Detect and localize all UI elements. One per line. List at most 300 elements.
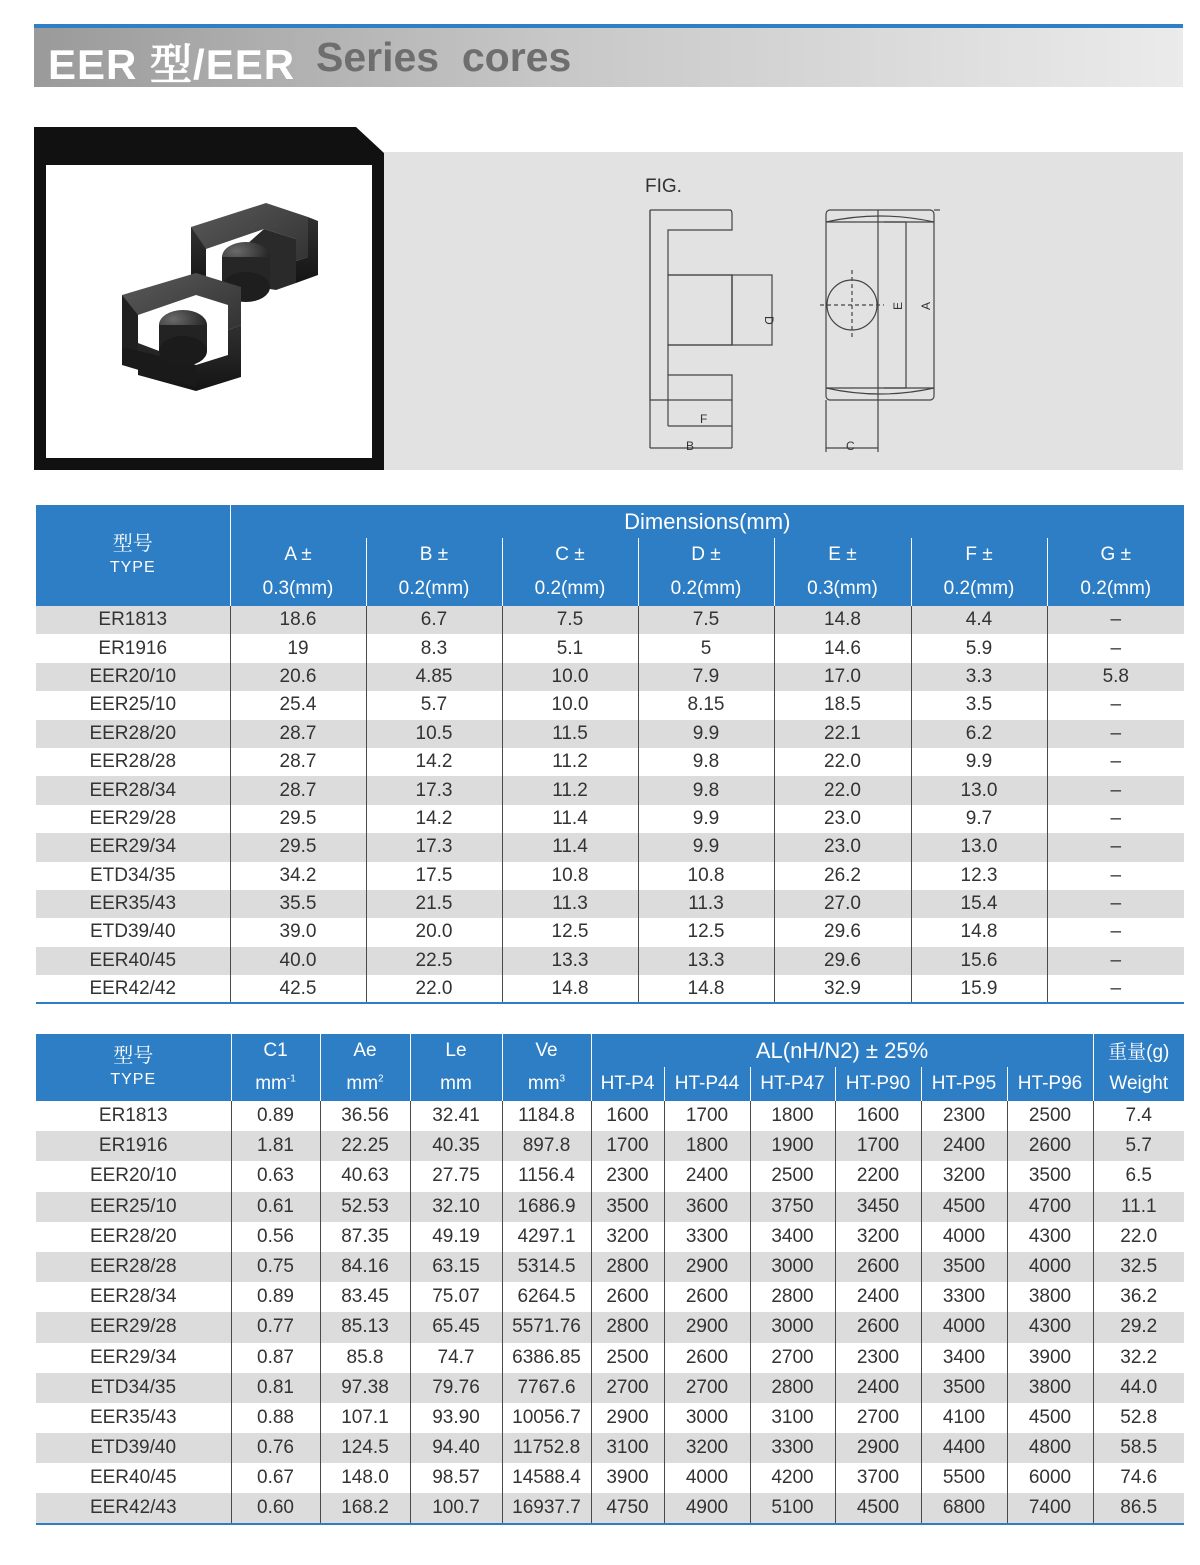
table-row — [36, 890, 1184, 918]
material-col: HT-P95 — [921, 1067, 1007, 1101]
value-cell: 0.60 — [231, 1493, 320, 1523]
dim-label-d: D — [762, 316, 776, 325]
value-cell: 22.25 — [320, 1131, 410, 1161]
value-cell: 40.35 — [410, 1131, 502, 1161]
value-cell: 14.8 — [638, 975, 774, 1003]
dim-col-tolerance: 0.2(mm) — [502, 572, 638, 606]
material-col: HT-P96 — [1007, 1067, 1093, 1101]
table-row — [36, 862, 1184, 890]
value-cell: 1184.8 — [502, 1101, 591, 1131]
value-cell: – — [1047, 918, 1184, 946]
type-cell: EER28/34 — [89, 1286, 177, 1308]
unit-text: mm — [440, 1073, 472, 1094]
value-cell: 9.9 — [638, 720, 774, 748]
param-col-name: Le — [410, 1034, 502, 1067]
value-cell: 13.3 — [502, 947, 638, 975]
type-cell: ETD34/35 — [90, 1376, 177, 1398]
value-cell: 4100 — [921, 1403, 1007, 1433]
value-cell: 0.87 — [231, 1343, 320, 1373]
value-cell: 14.2 — [366, 748, 502, 776]
value-cell: 11.1 — [1093, 1192, 1184, 1222]
dim-col-name: F ± — [911, 538, 1047, 572]
value-cell: 74.7 — [410, 1343, 502, 1373]
type-cell: ETD39/40 — [89, 921, 176, 943]
value-cell: 20.0 — [366, 918, 502, 946]
value-cell: 11.3 — [502, 890, 638, 918]
value-cell: 11.4 — [502, 833, 638, 861]
table-row — [36, 947, 1184, 975]
value-cell: 32.9 — [774, 975, 911, 1003]
value-cell: 12.5 — [638, 918, 774, 946]
type-cell: EER20/10 — [89, 665, 177, 687]
dim-col-name: E ± — [774, 538, 911, 572]
value-cell: – — [1047, 634, 1184, 662]
table-row — [36, 606, 1184, 634]
value-cell: 148.0 — [320, 1463, 410, 1493]
value-cell: 27.75 — [410, 1161, 502, 1191]
value-cell: 1700 — [835, 1131, 921, 1161]
value-cell: 40.63 — [320, 1161, 410, 1191]
table-row — [36, 1282, 1184, 1312]
value-cell: 12.3 — [911, 862, 1047, 890]
dim-col-tolerance: 0.2(mm) — [366, 572, 502, 606]
unit-text: mm — [255, 1073, 287, 1094]
value-cell: 20.6 — [230, 663, 366, 691]
value-cell: 3500 — [1007, 1161, 1093, 1191]
value-cell: 22.1 — [774, 720, 911, 748]
value-cell: 52.8 — [1093, 1403, 1184, 1433]
table-row — [36, 691, 1184, 719]
type-cell: EER29/34 — [89, 836, 177, 858]
value-cell: 3800 — [1007, 1282, 1093, 1312]
value-cell: 58.5 — [1093, 1433, 1184, 1463]
value-cell: 3200 — [921, 1161, 1007, 1191]
value-cell: 1900 — [750, 1131, 835, 1161]
type-header: 型号 TYPE — [36, 505, 230, 606]
value-cell: 3450 — [835, 1192, 921, 1222]
value-cell: 14588.4 — [502, 1463, 591, 1493]
value-cell: 29.6 — [774, 918, 911, 946]
value-cell: 3100 — [750, 1403, 835, 1433]
value-cell: 2900 — [835, 1433, 921, 1463]
table-row — [36, 1433, 1184, 1463]
value-cell: 2400 — [664, 1161, 750, 1191]
dimensions-group-header: Dimensions(mm) — [230, 505, 1184, 538]
value-cell: 0.81 — [231, 1373, 320, 1403]
value-cell: 2300 — [921, 1101, 1007, 1131]
value-cell: 93.90 — [410, 1403, 502, 1433]
value-cell: 14.8 — [502, 975, 638, 1003]
dim-label-b: B — [686, 439, 695, 453]
type-cell: ER1916 — [98, 637, 168, 659]
value-cell: – — [1047, 833, 1184, 861]
value-cell: – — [1047, 862, 1184, 890]
type-cell: EER28/28 — [89, 1256, 177, 1278]
value-cell: 3600 — [664, 1192, 750, 1222]
value-cell: – — [1047, 776, 1184, 804]
value-cell: 9.9 — [638, 833, 774, 861]
value-cell: 29.5 — [230, 805, 366, 833]
value-cell: 10.0 — [502, 663, 638, 691]
value-cell: 11.5 — [502, 720, 638, 748]
value-cell: 2600 — [835, 1312, 921, 1342]
value-cell: 2600 — [664, 1282, 750, 1312]
value-cell: 2500 — [1007, 1101, 1093, 1131]
page-subtitle: Series cores — [316, 34, 572, 80]
value-cell: 0.89 — [231, 1282, 320, 1312]
value-cell: 4750 — [591, 1493, 664, 1523]
figure-label: FIG. — [645, 176, 682, 197]
value-cell: 10.0 — [502, 691, 638, 719]
al-group-header: AL(nH/N2) ± 25% — [591, 1034, 1093, 1067]
value-cell: 39.0 — [230, 918, 366, 946]
value-cell: 3500 — [591, 1192, 664, 1222]
value-cell: 10.5 — [366, 720, 502, 748]
value-cell: 2800 — [591, 1312, 664, 1342]
dim-col-name: A ± — [230, 538, 366, 572]
dim-label-f: F — [700, 412, 708, 426]
dim-col-name: D ± — [638, 538, 774, 572]
value-cell: 18.5 — [774, 691, 911, 719]
table-row — [36, 1343, 1184, 1373]
value-cell: 1156.4 — [502, 1161, 591, 1191]
value-cell: 29.6 — [774, 947, 911, 975]
value-cell: – — [1047, 748, 1184, 776]
value-cell: 5571.76 — [502, 1312, 591, 1342]
type-cell: ETD39/40 — [90, 1437, 177, 1459]
value-cell: 13.0 — [911, 833, 1047, 861]
value-cell: 0.61 — [231, 1192, 320, 1222]
value-cell: 2500 — [750, 1161, 835, 1191]
value-cell: 19 — [230, 634, 366, 662]
eer-core-image — [46, 165, 372, 458]
value-cell: 28.7 — [230, 720, 366, 748]
dim-col-name: G ± — [1047, 538, 1184, 572]
table-row — [36, 975, 1184, 1003]
table-row — [36, 1131, 1184, 1161]
value-cell: 3100 — [591, 1433, 664, 1463]
value-cell: 4400 — [921, 1433, 1007, 1463]
value-cell: 3700 — [835, 1463, 921, 1493]
table-row — [36, 918, 1184, 946]
value-cell: 2700 — [835, 1403, 921, 1433]
value-cell: 1600 — [591, 1101, 664, 1131]
value-cell: 3200 — [664, 1433, 750, 1463]
value-cell: 12.5 — [502, 918, 638, 946]
material-col: HT-P47 — [750, 1067, 835, 1101]
value-cell: 18.6 — [230, 606, 366, 634]
type-cell: EER35/43 — [89, 1406, 177, 1428]
param-col-unit — [502, 1067, 591, 1101]
page-header — [34, 24, 1183, 87]
table-row — [36, 833, 1184, 861]
value-cell: 0.77 — [231, 1312, 320, 1342]
value-cell: 13.0 — [911, 776, 1047, 804]
dimension-drawing — [640, 200, 950, 460]
type-cell: ER1813 — [98, 609, 168, 631]
value-cell: 14.2 — [366, 805, 502, 833]
value-cell: 2700 — [664, 1373, 750, 1403]
value-cell: 2400 — [835, 1282, 921, 1312]
value-cell: 2500 — [591, 1343, 664, 1373]
type-cell: EER42/43 — [89, 1497, 177, 1519]
material-col: HT-P4 — [591, 1067, 664, 1101]
table-row — [36, 1222, 1184, 1252]
value-cell: 3900 — [1007, 1343, 1093, 1373]
value-cell: 22.0 — [366, 975, 502, 1003]
value-cell: 4297.1 — [502, 1222, 591, 1252]
unit-exponent: 3 — [559, 1073, 566, 1085]
type-cell: EER29/34 — [89, 1346, 177, 1368]
value-cell: 21.5 — [366, 890, 502, 918]
value-cell: 7.5 — [638, 606, 774, 634]
value-cell: 85.8 — [320, 1343, 410, 1373]
value-cell: 3750 — [750, 1192, 835, 1222]
value-cell: 2800 — [750, 1282, 835, 1312]
table-row — [36, 776, 1184, 804]
type-cell: EER28/34 — [89, 779, 177, 801]
param-col-name: Ve — [502, 1034, 591, 1067]
value-cell: 2600 — [591, 1282, 664, 1312]
value-cell: 23.0 — [774, 805, 911, 833]
value-cell: 86.5 — [1093, 1493, 1184, 1523]
product-photo — [46, 165, 372, 458]
value-cell: 2900 — [664, 1252, 750, 1282]
type-cell: ER1813 — [98, 1105, 168, 1127]
value-cell: 14.6 — [774, 634, 911, 662]
value-cell: 3.5 — [911, 691, 1047, 719]
value-cell: 4200 — [750, 1463, 835, 1493]
value-cell: 1700 — [591, 1131, 664, 1161]
value-cell: 0.75 — [231, 1252, 320, 1282]
type-cell: EER28/20 — [89, 1225, 177, 1247]
value-cell: 5100 — [750, 1493, 835, 1523]
value-cell: 4.4 — [911, 606, 1047, 634]
value-cell: 0.63 — [231, 1161, 320, 1191]
value-cell: 63.15 — [410, 1252, 502, 1282]
param-col-unit — [231, 1067, 320, 1101]
value-cell: 3300 — [921, 1282, 1007, 1312]
table-row — [36, 1312, 1184, 1342]
value-cell: 4500 — [1007, 1403, 1093, 1433]
value-cell: 1686.9 — [502, 1192, 591, 1222]
value-cell: 5.8 — [1047, 663, 1184, 691]
value-cell: 7400 — [1007, 1493, 1093, 1523]
value-cell: 4500 — [921, 1192, 1007, 1222]
value-cell: 17.3 — [366, 776, 502, 804]
value-cell: 0.88 — [231, 1403, 320, 1433]
value-cell: 1800 — [750, 1101, 835, 1131]
value-cell: 2600 — [1007, 1131, 1093, 1161]
value-cell: 6386.85 — [502, 1343, 591, 1373]
table-row — [36, 1161, 1184, 1191]
value-cell: 85.13 — [320, 1312, 410, 1342]
value-cell: – — [1047, 947, 1184, 975]
value-cell: 4000 — [1007, 1252, 1093, 1282]
value-cell: 22.0 — [774, 776, 911, 804]
value-cell: 3000 — [750, 1252, 835, 1282]
type-cell: EER40/45 — [89, 1467, 177, 1489]
value-cell: 8.3 — [366, 634, 502, 662]
value-cell: 6.2 — [911, 720, 1047, 748]
value-cell: 52.53 — [320, 1192, 410, 1222]
value-cell: 11.3 — [638, 890, 774, 918]
type-cell: EER25/10 — [89, 1195, 177, 1217]
param-col-unit — [410, 1067, 502, 1101]
value-cell: 2800 — [750, 1373, 835, 1403]
value-cell: 8.15 — [638, 691, 774, 719]
value-cell: 2900 — [664, 1312, 750, 1342]
dim-col-tolerance: 0.2(mm) — [638, 572, 774, 606]
value-cell: 22.5 — [366, 947, 502, 975]
dim-col-tolerance: 0.2(mm) — [911, 572, 1047, 606]
value-cell: 9.7 — [911, 805, 1047, 833]
table-row — [36, 748, 1184, 776]
value-cell: 2600 — [664, 1343, 750, 1373]
value-cell: 25.4 — [230, 691, 366, 719]
value-cell: 74.6 — [1093, 1463, 1184, 1493]
value-cell: 15.4 — [911, 890, 1047, 918]
unit-exponent: 2 — [378, 1073, 384, 1085]
value-cell: 4900 — [664, 1493, 750, 1523]
table-row — [36, 720, 1184, 748]
value-cell: 94.40 — [410, 1433, 502, 1463]
table-row — [36, 1463, 1184, 1493]
value-cell: 29.2 — [1093, 1312, 1184, 1342]
dim-label-a: A — [919, 301, 933, 310]
value-cell: 5.7 — [1093, 1131, 1184, 1161]
value-cell: 1800 — [664, 1131, 750, 1161]
value-cell: 2600 — [835, 1252, 921, 1282]
parameters-table — [36, 1034, 1184, 1525]
value-cell: 14.8 — [911, 918, 1047, 946]
param-col-unit — [320, 1067, 410, 1101]
value-cell: 3000 — [750, 1312, 835, 1342]
value-cell: 3000 — [664, 1403, 750, 1433]
type-cell: ETD34/35 — [89, 864, 176, 886]
value-cell: 2900 — [591, 1403, 664, 1433]
value-cell: 15.9 — [911, 975, 1047, 1003]
table-row — [36, 1252, 1184, 1282]
unit-exponent: -1 — [286, 1073, 296, 1085]
value-cell: 32.41 — [410, 1101, 502, 1131]
value-cell: 14.8 — [774, 606, 911, 634]
table-row — [36, 1101, 1184, 1131]
value-cell: – — [1047, 975, 1184, 1003]
value-cell: 11752.8 — [502, 1433, 591, 1463]
value-cell: 2400 — [921, 1131, 1007, 1161]
value-cell: – — [1047, 805, 1184, 833]
value-cell: 5314.5 — [502, 1252, 591, 1282]
value-cell: 44.0 — [1093, 1373, 1184, 1403]
dim-label-e: E — [891, 301, 905, 310]
dimensions-table — [36, 505, 1184, 1004]
type-cell: EER25/10 — [89, 694, 177, 716]
value-cell: – — [1047, 691, 1184, 719]
value-cell: 28.7 — [230, 776, 366, 804]
material-col: HT-P90 — [835, 1067, 921, 1101]
value-cell: 84.16 — [320, 1252, 410, 1282]
value-cell: 4000 — [921, 1222, 1007, 1252]
value-cell: 35.5 — [230, 890, 366, 918]
value-cell: 2300 — [591, 1161, 664, 1191]
value-cell: 32.10 — [410, 1192, 502, 1222]
value-cell: 11.2 — [502, 776, 638, 804]
value-cell: 3800 — [1007, 1373, 1093, 1403]
value-cell: 5.7 — [366, 691, 502, 719]
value-cell: 3900 — [591, 1463, 664, 1493]
value-cell: 2700 — [591, 1373, 664, 1403]
type-cell: EER35/43 — [89, 893, 177, 915]
param-col-name: C1 — [231, 1034, 320, 1067]
type-cell: EER29/28 — [89, 1316, 177, 1338]
table-row — [36, 1493, 1184, 1523]
value-cell: 2300 — [835, 1343, 921, 1373]
value-cell: 3200 — [591, 1222, 664, 1252]
value-cell: 2200 — [835, 1161, 921, 1191]
value-cell: 98.57 — [410, 1463, 502, 1493]
value-cell: 15.6 — [911, 947, 1047, 975]
value-cell: 168.2 — [320, 1493, 410, 1523]
value-cell: 3300 — [750, 1433, 835, 1463]
value-cell: 79.76 — [410, 1373, 502, 1403]
page-title: EER 型/EER — [48, 41, 296, 88]
table-row — [36, 663, 1184, 691]
value-cell: 5500 — [921, 1463, 1007, 1493]
value-cell: 34.2 — [230, 862, 366, 890]
value-cell: 32.2 — [1093, 1343, 1184, 1373]
table-row — [36, 1192, 1184, 1222]
type-cell: EER40/45 — [89, 949, 177, 971]
value-cell: 87.35 — [320, 1222, 410, 1252]
unit-text: mm — [527, 1073, 560, 1094]
value-cell: 4700 — [1007, 1192, 1093, 1222]
value-cell: 3400 — [921, 1343, 1007, 1373]
value-cell: 3500 — [921, 1373, 1007, 1403]
value-cell: 26.2 — [774, 862, 911, 890]
value-cell: 4.85 — [366, 663, 502, 691]
product-photo-frame — [34, 127, 384, 470]
value-cell: 23.0 — [774, 833, 911, 861]
value-cell: 27.0 — [774, 890, 911, 918]
value-cell: 13.3 — [638, 947, 774, 975]
value-cell: 7.4 — [1093, 1101, 1184, 1131]
value-cell: 7767.6 — [502, 1373, 591, 1403]
value-cell: 3500 — [921, 1252, 1007, 1282]
value-cell: 97.38 — [320, 1373, 410, 1403]
value-cell: 7.9 — [638, 663, 774, 691]
type-cell: EER42/42 — [89, 977, 177, 999]
dim-col-name: B ± — [366, 538, 502, 572]
value-cell: 1.81 — [231, 1131, 320, 1161]
dim-col-name: C ± — [502, 538, 638, 572]
value-cell: 75.07 — [410, 1282, 502, 1312]
value-cell: 4300 — [1007, 1312, 1093, 1342]
unit-text: mm — [346, 1073, 379, 1094]
value-cell: 3300 — [664, 1222, 750, 1252]
value-cell: 897.8 — [502, 1131, 591, 1161]
value-cell: 10.8 — [502, 862, 638, 890]
value-cell: 65.45 — [410, 1312, 502, 1342]
value-cell: 2700 — [750, 1343, 835, 1373]
value-cell: 6000 — [1007, 1463, 1093, 1493]
value-cell: 3.3 — [911, 663, 1047, 691]
value-cell: 4000 — [921, 1312, 1007, 1342]
value-cell: 4300 — [1007, 1222, 1093, 1252]
type-header: 型号 TYPE — [36, 1034, 231, 1101]
value-cell: 2800 — [591, 1252, 664, 1282]
value-cell: 5 — [638, 634, 774, 662]
